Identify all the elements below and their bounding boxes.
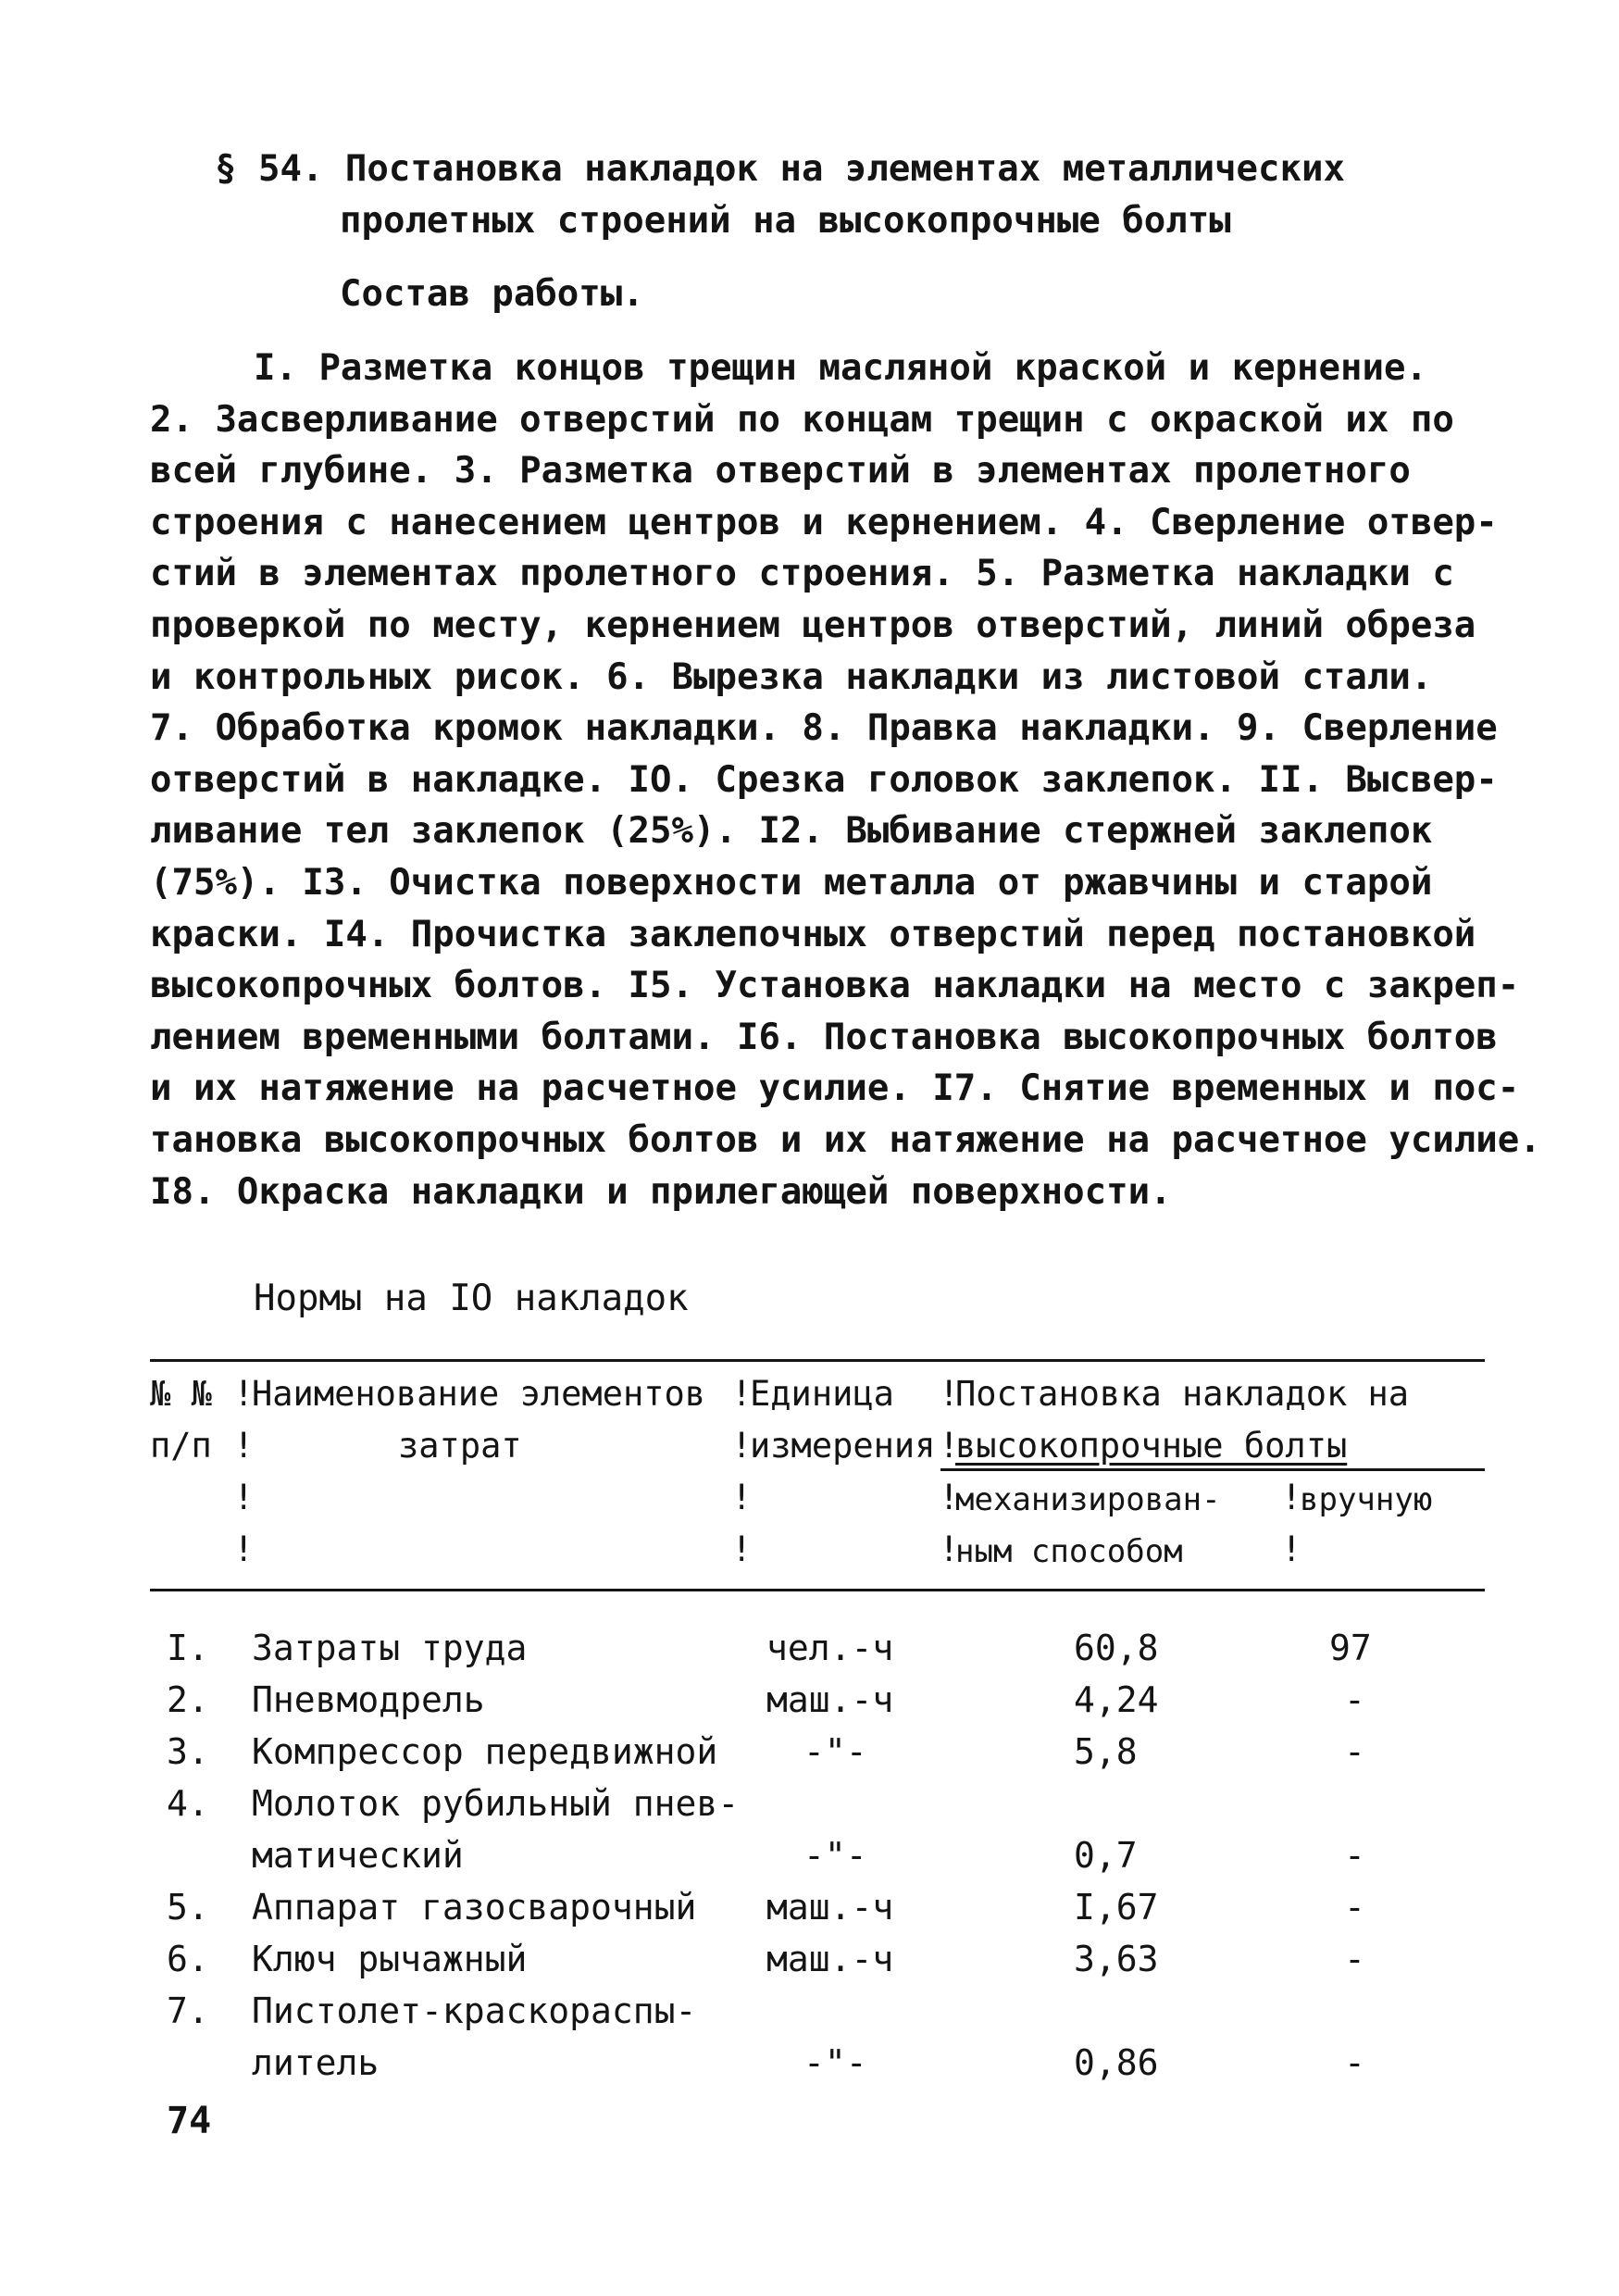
header-sep-3b: ! xyxy=(939,1426,960,1466)
section-subtitle: Состав работы. xyxy=(340,273,644,315)
header-num-1: № № xyxy=(150,1374,212,1414)
body-line: ливание тел заклепок (25%). I2. Выбивание стержней заклепок xyxy=(150,810,1433,852)
header-mech-1: механизирован- xyxy=(955,1481,1221,1518)
header-unit-1: Единица xyxy=(750,1374,894,1414)
section-title-line-1: § 54. Постановка накладок на элементах металлических xyxy=(215,148,1345,190)
header-sep-3a: ! xyxy=(939,1374,960,1414)
body-line: 7. Обработка кромок накладки. 8. Правка накладки. 9. Сверление xyxy=(150,707,1498,749)
header-name-2: затрат xyxy=(398,1426,522,1466)
row-num-cell: 7. xyxy=(167,1990,209,2031)
body-line: лением временными болтами. I6. Постановка высокопрочных болтов xyxy=(150,1017,1498,1058)
row-name-cell: Ключ рычажный xyxy=(252,1939,528,1979)
row-manual-cell: - xyxy=(1344,1731,1365,1772)
row-num-cell: 3. xyxy=(167,1731,209,1772)
group-underline xyxy=(940,1468,1485,1471)
header-sep-2b: ! xyxy=(731,1426,753,1466)
header-sep-1d: ! xyxy=(233,1529,255,1569)
body-line: всей глубине. 3. Разметка отверстий в элементах пролетного xyxy=(150,450,1411,492)
row-name-cell: Молоток рубильный пнев- xyxy=(252,1783,740,1824)
row-name-cell: Пистолет-краскораспы- xyxy=(252,1990,697,2031)
page-number: 74 xyxy=(167,2100,212,2142)
row-num-cell: 5. xyxy=(167,1887,209,1928)
row-manual-cell: - xyxy=(1344,1939,1365,1979)
row-num-cell: 6. xyxy=(167,1939,209,1979)
row-name-cell: Пневмодрель xyxy=(252,1679,485,1720)
row-unit-cell: чел.-ч xyxy=(766,1628,894,1668)
row-unit-cell: маш.-ч xyxy=(766,1679,894,1720)
header-sep-3c: ! xyxy=(939,1478,960,1517)
body-line: проверкой по месту, кернением центров отверстий, линий обреза xyxy=(150,605,1476,646)
body-line: I8. Окраска накладки и прилегающей поверхности. xyxy=(150,1171,1172,1213)
header-manual: вручную xyxy=(1300,1481,1433,1518)
header-sep-2c: ! xyxy=(731,1478,753,1517)
row-mech-cell: 60,8 xyxy=(1074,1628,1159,1668)
header-sep-4b: ! xyxy=(1281,1529,1302,1569)
body-line: отверстий в накладке. IO. Срезка головок заклепок. II. Высвер- xyxy=(150,759,1498,801)
row-unit-cell: маш.-ч xyxy=(766,1939,894,1979)
header-sep-1c: ! xyxy=(233,1478,255,1517)
body-line: I. Разметка концов трещин масляной краской и кернение. xyxy=(254,347,1427,389)
body-line: и контрольных рисок. 6. Вырезка накладки из листовой стали. xyxy=(150,656,1433,698)
row-num-cell: I. xyxy=(167,1628,209,1668)
body-line: (75%). I3. Очистка поверхности металла от ржавчины и старой xyxy=(150,862,1433,904)
row-manual-cell: - xyxy=(1344,2042,1365,2083)
row-num-cell: 4. xyxy=(167,1783,209,1824)
row-name-cell: литель xyxy=(252,2042,380,2083)
header-num-2: п/п xyxy=(150,1426,212,1466)
body-line: тановка высокопрочных болтов и их натяжение на расчетное усилие. xyxy=(150,1119,1541,1161)
norms-title: Нормы на IO накладок xyxy=(254,1278,689,1319)
row-mech-cell: 0,7 xyxy=(1074,1835,1138,1876)
header-sep-1a: ! xyxy=(233,1374,255,1414)
row-mech-cell: 0,86 xyxy=(1074,2042,1159,2083)
body-line: строения с нанесением центров и кернением. 4. Сверление отвер- xyxy=(150,502,1498,543)
header-sep-3d: ! xyxy=(939,1529,960,1569)
table-header-rule xyxy=(150,1589,1485,1591)
row-unit-cell: маш.-ч xyxy=(766,1887,894,1928)
row-unit-cell: -"- xyxy=(803,1835,867,1876)
row-name-cell: матический xyxy=(252,1835,464,1876)
row-manual-cell: - xyxy=(1344,1887,1365,1928)
row-num-cell: 2. xyxy=(167,1679,209,1720)
body-line: 2. Засверливание отверстий по концам трещин с окраской их по xyxy=(150,399,1454,441)
header-sep-2d: ! xyxy=(731,1529,753,1569)
header-sep-4a: ! xyxy=(1281,1478,1302,1517)
row-manual-cell: - xyxy=(1344,1835,1365,1876)
section-title-line-2: пролетных строений на высокопрочные болты xyxy=(340,200,1231,242)
header-mech-2: ным способом xyxy=(955,1533,1183,1570)
header-group-2: высокопрочные болты xyxy=(955,1426,1348,1466)
row-unit-cell: -"- xyxy=(803,2042,867,2083)
table-top-rule xyxy=(150,1359,1485,1362)
body-line: и их натяжение на расчетное усилие. I7. Снятие временных и пос- xyxy=(150,1067,1520,1109)
row-name-cell: Затраты труда xyxy=(252,1628,528,1668)
row-manual-cell: - xyxy=(1344,1679,1365,1720)
header-group-1: Постановка накладок на xyxy=(955,1374,1410,1414)
row-unit-cell: -"- xyxy=(803,1731,867,1772)
body-line: стий в элементах пролетного строения. 5. Разметка накладки с xyxy=(150,553,1454,594)
header-unit-2: измерения xyxy=(750,1426,936,1466)
header-name-1: Наименование элементов xyxy=(252,1374,706,1414)
row-mech-cell: I,67 xyxy=(1074,1887,1159,1928)
row-manual-cell: 97 xyxy=(1329,1628,1372,1668)
header-sep-2a: ! xyxy=(731,1374,753,1414)
row-mech-cell: 5,8 xyxy=(1074,1731,1138,1772)
row-mech-cell: 3,63 xyxy=(1074,1939,1159,1979)
row-mech-cell: 4,24 xyxy=(1074,1679,1159,1720)
row-name-cell: Аппарат газосварочный xyxy=(252,1887,697,1928)
body-line: краски. I4. Прочистка заклепочных отверстий перед постановкой xyxy=(150,914,1476,955)
body-line: высокопрочных болтов. I5. Установка накладки на место с закреп- xyxy=(150,965,1520,1006)
row-name-cell: Компрессор передвижной xyxy=(252,1731,718,1772)
header-sep-1b: ! xyxy=(233,1426,255,1466)
